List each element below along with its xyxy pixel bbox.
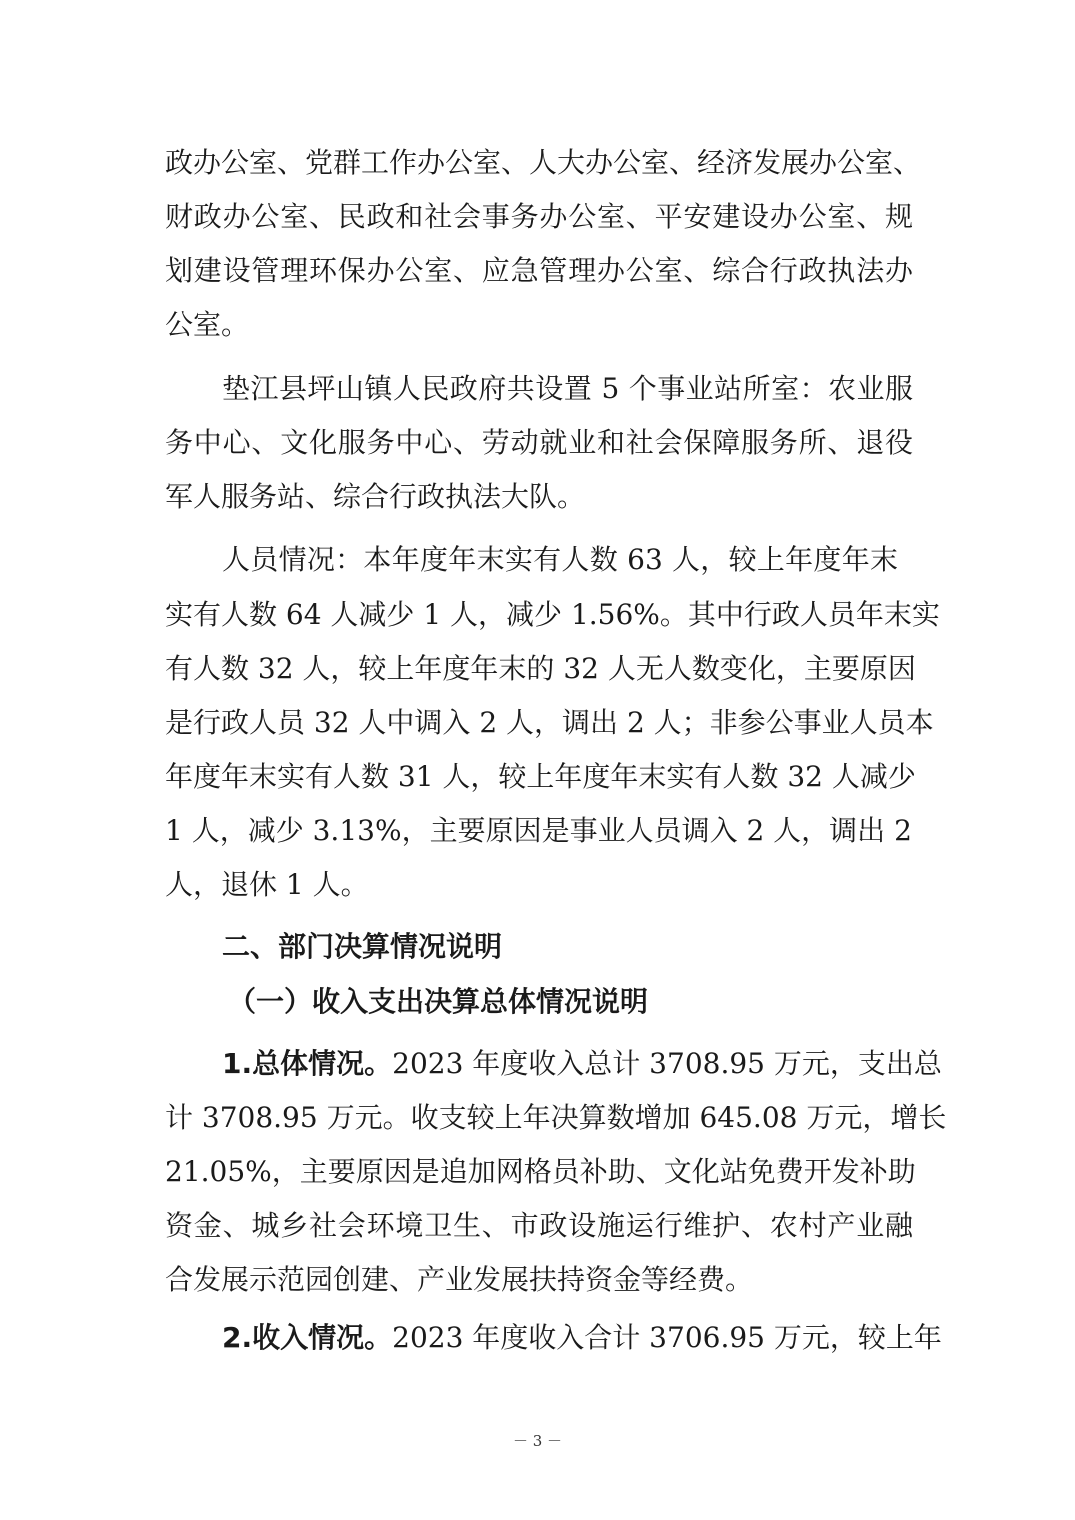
- text-line: 21.05%，主要原因是追加网格员补助、文化站免费开发补助: [165, 1155, 916, 1188]
- paragraph-lead: 1.总体情况。: [222, 1047, 393, 1080]
- text-line: 1 人，减少 3.13%，主要原因是事业人员调入 2 人，调出 2: [165, 814, 912, 847]
- text-line: 务中心、文化服务中心、劳动就业和社会保障服务所、退役: [165, 426, 913, 459]
- text-span: 2023 年度收入合计 3706.95 万元，较上年: [392, 1321, 942, 1354]
- text-line: 人员情况：本年度年末实有人数 63 人，较上年度年末: [222, 543, 898, 576]
- text-line: 公室。: [165, 308, 250, 341]
- text-line: 资金、城乡社会环境卫生、市政设施运行维护、农村产业融: [165, 1209, 913, 1242]
- text-line: 是行政人员 32 人中调入 2 人，调出 2 人；非参公事业人员本: [165, 706, 934, 739]
- text-line: 合发展示范园创建、产业发展扶持资金等经费。: [165, 1263, 754, 1296]
- text-line: 财政办公室、民政和社会事务办公室、平安建设办公室、规: [165, 200, 913, 233]
- text-line: 年度年末实有人数 31 人，较上年度年末实有人数 32 人减少: [165, 760, 916, 793]
- text-line: 实有人数 64 人减少 1 人，减少 1.56%。其中行政人员年末实: [165, 598, 940, 631]
- text-span: 2023 年度收入总计 3708.95 万元，支出总: [392, 1047, 942, 1080]
- page-number: － 3 －: [512, 1432, 563, 1450]
- paragraph-lead: 2.收入情况。: [222, 1321, 393, 1354]
- text-line: 政办公室、党群工作办公室、人大办公室、经济发展办公室、: [165, 146, 922, 179]
- subsection-heading: （一）收入支出决算总体情况说明: [228, 985, 649, 1018]
- section-heading: 二、部门决算情况说明: [222, 930, 503, 963]
- text-line: 军人服务站、综合行政执法大队。: [165, 480, 586, 513]
- text-line: 划建设管理环保办公室、应急管理办公室、综合行政执法办: [165, 254, 913, 287]
- text-line: [222, 1037, 942, 1091]
- text-line: 人，退休 1 人。: [165, 868, 369, 901]
- text-line: 计 3708.95 万元。收支较上年决算数增加 645.08 万元，增长: [165, 1101, 947, 1134]
- text-line: 有人数 32 人，较上年度年末的 32 人无人数变化，主要原因: [165, 652, 916, 685]
- text-line: 垫江县坪山镇人民政府共设置 5 个事业站所室：农业服: [222, 372, 913, 405]
- text-line: [222, 1311, 942, 1365]
